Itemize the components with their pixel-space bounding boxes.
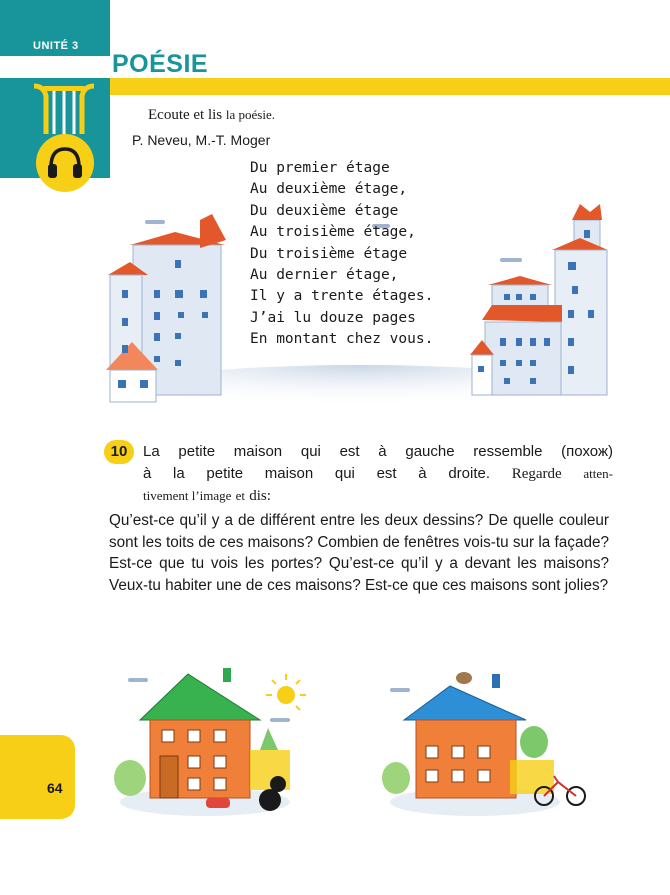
two-houses-illustration — [110, 660, 600, 830]
dis-word: dis: — [249, 488, 271, 504]
section-title: POÉSIE — [112, 50, 209, 78]
headphones-badge — [36, 134, 94, 192]
poem-line: Il y a trente étages. — [250, 288, 434, 305]
regarde-word: Regarde — [511, 466, 562, 482]
poem-line: Du premier étage — [250, 160, 390, 176]
exercise-line-2-start: à la petite maison qui est à droite. — [143, 465, 491, 482]
exercise-line-2 — [143, 463, 613, 485]
exercise-questions: Qu’est-ce qu’il y a de différent entre les deux dessins? De quelle couleur sont les toits de ces maisons? Combien de fenêtres vois-tu sur la façade? Est-ce que tu vois les portes? Qu’est-ce qu’il y a devant les maisons? Veux-tu habiter une de ces maisons? Est-ce que ces maisons sont jolies? — [109, 512, 609, 594]
poem-line: Au dernier étage, — [250, 267, 399, 284]
headphones-icon — [45, 143, 85, 183]
tivement-words: tivement l’image — [143, 488, 232, 503]
et-word: et — [235, 488, 246, 503]
exercise-line-3 — [143, 485, 613, 507]
page-number-tab — [0, 735, 75, 819]
left-house — [114, 668, 306, 816]
poem-line: Au deuxième étage, — [250, 181, 408, 198]
poem-line: Du troisième étage — [250, 245, 408, 262]
exercise-instruction — [143, 441, 613, 507]
exercise-line-1: La petite maison qui est à gauche ressemble (похож) — [143, 443, 613, 460]
poem-line: En montant chez vous. — [250, 331, 434, 348]
poem-line: Au troisième étage, — [250, 224, 416, 241]
page-number: 64 — [47, 780, 63, 796]
poem — [250, 158, 433, 351]
unit-label: UNITÉ 3 — [33, 40, 79, 52]
exercise-number-badge: 10 — [104, 440, 134, 464]
reading-instruction — [148, 107, 275, 124]
right-house — [382, 672, 585, 816]
poem-line: J’ai lu douze pages — [250, 309, 416, 326]
lyre-icon — [30, 82, 98, 138]
instruction-main: Ecoute et lis — [148, 107, 223, 123]
instruction-rest: la poésie. — [225, 107, 275, 122]
poem-authors: P. Neveu, M.-T. Moger — [132, 132, 271, 148]
poem-line: Du deuxième étage — [250, 202, 399, 219]
atten-word: atten- — [583, 466, 613, 481]
